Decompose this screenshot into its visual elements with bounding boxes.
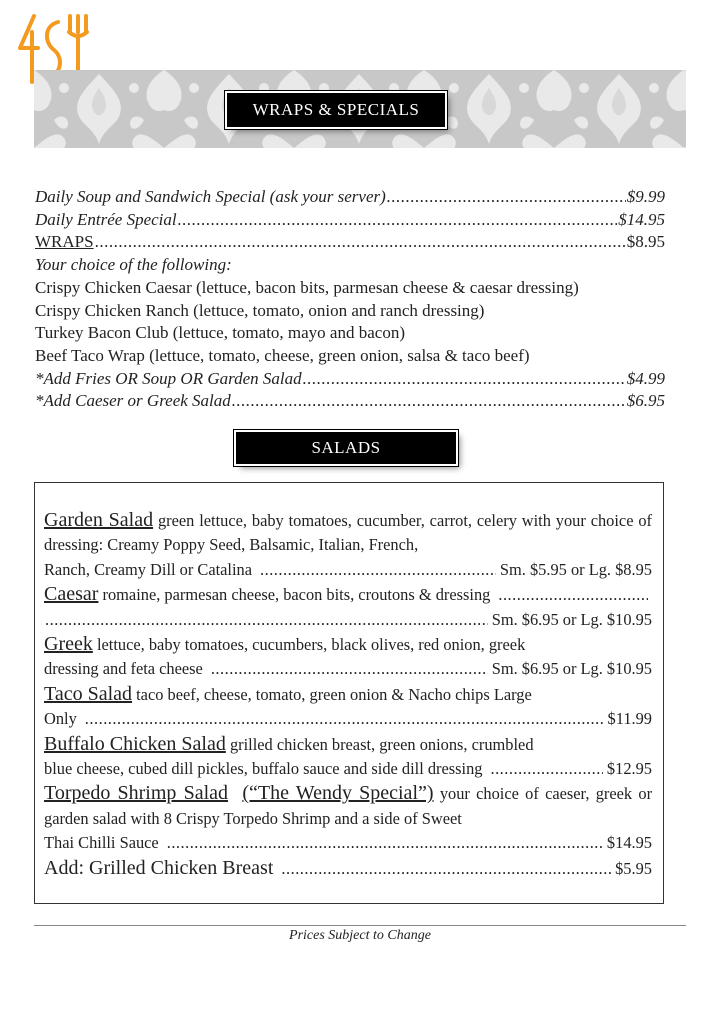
salad-addon bbox=[44, 856, 652, 881]
salad-price: $12.95 bbox=[606, 759, 652, 779]
dot-leader bbox=[95, 231, 626, 254]
salad-desc: romaine, parmesan cheese, bacon bits, croutons & dressing bbox=[102, 585, 491, 605]
salad-desc: green lettuce, baby tomatoes, cucumber, carrot, celery with your choice of dressing: Creamy Poppy Seed, Balsamic, Italian, French, bbox=[44, 511, 652, 555]
wrap-choice: Crispy Chicken Caesar (lettuce, bacon bits, parmesan cheese & caesar dressing) bbox=[35, 277, 579, 297]
item-price: $8.95 bbox=[626, 232, 665, 252]
dot-leader bbox=[260, 558, 496, 582]
wrap-choice: Beef Taco Wrap (lettuce, tomato, cheese, green onion, salsa & taco beef) bbox=[35, 345, 530, 365]
salad-desc: lettuce, baby tomatoes, cucumbers, black olives, red onion, greek bbox=[96, 635, 526, 655]
wrap-choice: Crispy Chicken Ranch (lettuce, tomato, onion and ranch dressing) bbox=[35, 300, 485, 320]
item-name: *Add Fries OR Soup OR Garden Salad bbox=[35, 368, 302, 388]
wraps-section bbox=[35, 186, 665, 413]
salad-desc-end: dressing and feta cheese bbox=[44, 659, 203, 679]
salad-desc-end: blue cheese, cubed dill pickles, buffalo sauce and side dill dressing bbox=[44, 759, 483, 779]
salad-desc-end: Ranch, Creamy Dill or Catalina bbox=[44, 559, 253, 579]
salad-item bbox=[44, 781, 652, 855]
salad-name: Buffalo Chicken Salad bbox=[44, 732, 226, 755]
item-price: $6.95 bbox=[626, 391, 665, 411]
salad-item bbox=[44, 632, 652, 682]
salad-desc: your choice of caeser, greek or garden salad with 8 Crispy Torpedo Shrimp and a side of Sweet bbox=[44, 784, 653, 828]
salad-name: Greek bbox=[44, 633, 93, 656]
addon-name: Add: Grilled Chicken Breast bbox=[44, 856, 274, 879]
dot-leader bbox=[498, 583, 648, 607]
salad-desc: grilled chicken breast, green onions, crumbled bbox=[229, 734, 534, 754]
item-price: $9.99 bbox=[626, 187, 665, 206]
dot-leader bbox=[211, 657, 488, 681]
salad-price: Sm. $5.95 or Lg. $8.95 bbox=[499, 559, 652, 579]
salad-price: Sm. $6.95 or Lg. $10.95 bbox=[491, 659, 652, 679]
menu-item bbox=[35, 231, 665, 254]
salad-name: Torpedo Shrimp Salad bbox=[44, 782, 229, 805]
dot-leader bbox=[85, 707, 604, 731]
dot-leader bbox=[387, 186, 626, 209]
dot-leader bbox=[490, 757, 602, 781]
item-name: Daily Soup and Sandwich Special (ask your server) bbox=[35, 187, 386, 206]
item-price: $4.99 bbox=[626, 368, 665, 388]
wraps-specials-label: WRAPS & SPECIALS bbox=[227, 93, 445, 127]
salad-item bbox=[44, 682, 652, 732]
salad-desc-end: Only bbox=[44, 709, 77, 729]
item-name: WRAPS bbox=[35, 232, 94, 252]
wrap-choice: Turkey Bacon Club (lettuce, tomato, mayo and bacon) bbox=[35, 323, 405, 343]
salad-desc-end: Thai Chilli Sauce bbox=[44, 833, 159, 853]
salad-name: Taco Salad bbox=[44, 682, 133, 705]
item-name: *Add Caeser or Greek Salad bbox=[35, 391, 231, 411]
salad-subtitle: (“The Wendy Special”) bbox=[242, 782, 434, 805]
footer-note: Prices Subject to Change bbox=[289, 928, 431, 943]
addon-item bbox=[35, 390, 665, 413]
salad-price: Sm. $6.95 or Lg. $10.95 bbox=[491, 609, 652, 629]
salad-desc: taco beef, cheese, tomato, green onion & Nacho chips Large bbox=[136, 684, 532, 704]
salads-label: SALADS bbox=[236, 432, 456, 464]
footer-divider bbox=[34, 925, 686, 926]
dot-leader bbox=[167, 831, 603, 855]
salad-price: $14.95 bbox=[606, 833, 652, 853]
dot-leader bbox=[232, 390, 626, 413]
dot-leader bbox=[178, 209, 618, 232]
addon-price: $5.95 bbox=[615, 858, 652, 878]
choice-heading: Your choice of the following: bbox=[35, 255, 232, 275]
salad-name: Caesar bbox=[44, 583, 99, 606]
salad-price: $11.99 bbox=[607, 709, 652, 729]
menu-item bbox=[35, 209, 665, 232]
salads-section bbox=[44, 508, 652, 881]
addon-item bbox=[35, 368, 665, 391]
dot-leader bbox=[281, 857, 611, 881]
salad-name: Garden Salad bbox=[44, 509, 154, 531]
dot-leader bbox=[303, 368, 626, 391]
salad-item bbox=[44, 732, 652, 782]
menu-item bbox=[35, 186, 665, 209]
item-price: $14.95 bbox=[618, 209, 665, 229]
item-name: Daily Entrée Special bbox=[35, 209, 177, 229]
dot-leader bbox=[45, 608, 488, 632]
salad-item bbox=[44, 508, 652, 582]
salad-item bbox=[44, 582, 652, 632]
